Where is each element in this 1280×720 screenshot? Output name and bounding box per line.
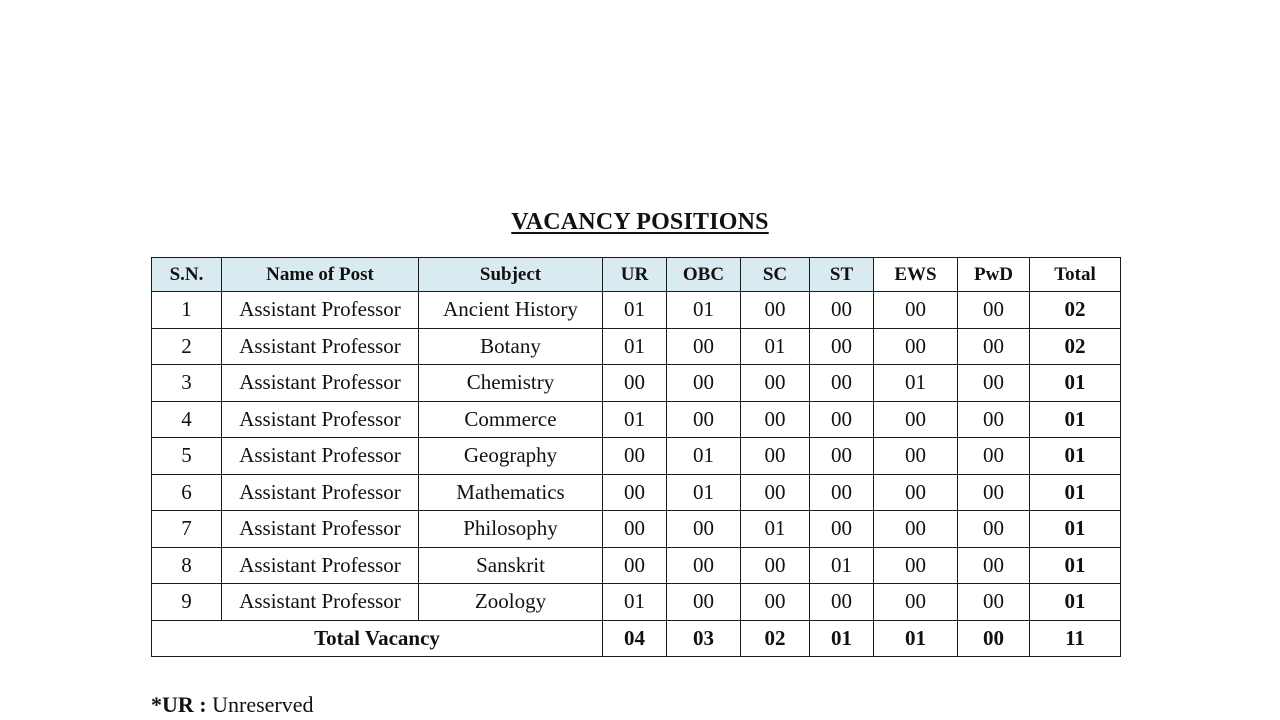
table-row (152, 584, 1121, 621)
table-cell: 00 (810, 511, 874, 548)
table-cell: 01 (667, 292, 741, 329)
row-total-cell: 01 (1030, 401, 1121, 438)
table-cell: Zoology (419, 584, 603, 621)
total-cell: 01 (810, 620, 874, 657)
table-row (152, 474, 1121, 511)
table-cell: 00 (667, 365, 741, 402)
table-cell: Chemistry (419, 365, 603, 402)
table-cell: Assistant Professor (222, 328, 419, 365)
table-cell: 00 (810, 292, 874, 329)
table-cell: Geography (419, 438, 603, 475)
column-header: UR (603, 258, 667, 292)
table-cell: 01 (603, 584, 667, 621)
total-cell: 04 (603, 620, 667, 657)
table-cell: 00 (958, 401, 1030, 438)
total-label: Total Vacancy (152, 620, 603, 657)
table-cell: Assistant Professor (222, 401, 419, 438)
table-cell: 00 (958, 438, 1030, 475)
table-row (152, 401, 1121, 438)
table-cell: 00 (667, 547, 741, 584)
column-header: Subject (419, 258, 603, 292)
table-cell: 1 (152, 292, 222, 329)
footnote (151, 692, 314, 718)
table-cell: 00 (958, 547, 1030, 584)
footnote-key: *UR : (151, 692, 207, 717)
table-cell: Assistant Professor (222, 474, 419, 511)
table-cell: 00 (958, 328, 1030, 365)
column-header: Total (1030, 258, 1121, 292)
vacancy-table (151, 257, 1121, 657)
total-row (152, 620, 1121, 657)
table-row (152, 438, 1121, 475)
table-cell: 3 (152, 365, 222, 402)
table-cell: 01 (667, 438, 741, 475)
table-cell: 00 (810, 438, 874, 475)
table-cell: 00 (874, 292, 958, 329)
column-header: ST (810, 258, 874, 292)
total-cell: 00 (958, 620, 1030, 657)
row-total-cell: 01 (1030, 438, 1121, 475)
table-cell: 00 (810, 474, 874, 511)
grand-total-cell: 11 (1030, 620, 1121, 657)
column-header: SC (741, 258, 810, 292)
table-cell: 00 (810, 328, 874, 365)
table-cell: 4 (152, 401, 222, 438)
table-cell: 00 (874, 547, 958, 584)
table-cell: 00 (741, 438, 810, 475)
table-row (152, 511, 1121, 548)
table-cell: 7 (152, 511, 222, 548)
table-cell: 2 (152, 328, 222, 365)
table-cell: Philosophy (419, 511, 603, 548)
table-cell: 00 (741, 584, 810, 621)
table-cell: 00 (810, 584, 874, 621)
table-cell: 01 (874, 365, 958, 402)
table-cell: 5 (152, 438, 222, 475)
page-title: VACANCY POSITIONS (511, 209, 769, 235)
row-total-cell: 02 (1030, 328, 1121, 365)
table-cell: 00 (603, 511, 667, 548)
table-cell: 01 (741, 328, 810, 365)
table-cell: 00 (874, 328, 958, 365)
table-cell: 00 (667, 584, 741, 621)
table-cell: 01 (741, 511, 810, 548)
row-total-cell: 01 (1030, 547, 1121, 584)
table-cell: 01 (603, 292, 667, 329)
table-cell: 00 (741, 547, 810, 584)
table-cell: 00 (603, 547, 667, 584)
table-cell: 00 (958, 474, 1030, 511)
row-total-cell: 01 (1030, 365, 1121, 402)
column-header: Name of Post (222, 258, 419, 292)
table-cell: 00 (603, 365, 667, 402)
table-cell: Assistant Professor (222, 365, 419, 402)
table-cell: 01 (603, 328, 667, 365)
table-cell: 00 (741, 401, 810, 438)
table-cell: 00 (741, 474, 810, 511)
table-cell: 00 (741, 365, 810, 402)
table-cell: 00 (874, 438, 958, 475)
total-cell: 02 (741, 620, 810, 657)
table-cell: 00 (667, 328, 741, 365)
table-cell: 01 (810, 547, 874, 584)
table-row (152, 365, 1121, 402)
table-cell: 00 (603, 474, 667, 511)
table-cell: 8 (152, 547, 222, 584)
table-cell: 00 (958, 365, 1030, 402)
table-cell: Assistant Professor (222, 584, 419, 621)
table-cell: 00 (810, 401, 874, 438)
table-cell: 00 (958, 584, 1030, 621)
table-cell: 00 (874, 584, 958, 621)
column-header: EWS (874, 258, 958, 292)
table-header-row (152, 258, 1121, 292)
table-row (152, 328, 1121, 365)
table-cell: 9 (152, 584, 222, 621)
table-cell: 00 (958, 511, 1030, 548)
table-cell: Assistant Professor (222, 438, 419, 475)
table-cell: Botany (419, 328, 603, 365)
footnote-text: Unreserved (206, 692, 314, 717)
table-cell: 01 (603, 401, 667, 438)
row-total-cell: 01 (1030, 584, 1121, 621)
table-cell: Assistant Professor (222, 547, 419, 584)
table-cell: Mathematics (419, 474, 603, 511)
table-cell: 00 (874, 401, 958, 438)
table-cell: 00 (603, 438, 667, 475)
table-cell: 00 (874, 511, 958, 548)
table-cell: Ancient History (419, 292, 603, 329)
column-header: OBC (667, 258, 741, 292)
total-cell: 01 (874, 620, 958, 657)
total-cell: 03 (667, 620, 741, 657)
table-cell: 00 (874, 474, 958, 511)
table-cell: 00 (810, 365, 874, 402)
table-cell: Assistant Professor (222, 511, 419, 548)
table-cell: 6 (152, 474, 222, 511)
row-total-cell: 02 (1030, 292, 1121, 329)
row-total-cell: 01 (1030, 474, 1121, 511)
table-cell: 00 (741, 292, 810, 329)
table-row (152, 292, 1121, 329)
column-header: S.N. (152, 258, 222, 292)
table-cell: 00 (667, 511, 741, 548)
table-cell: 00 (958, 292, 1030, 329)
column-header: PwD (958, 258, 1030, 292)
table-cell: 00 (667, 401, 741, 438)
row-total-cell: 01 (1030, 511, 1121, 548)
table-row (152, 547, 1121, 584)
table-cell: Assistant Professor (222, 292, 419, 329)
table-cell: Sanskrit (419, 547, 603, 584)
table-cell: Commerce (419, 401, 603, 438)
table-cell: 01 (667, 474, 741, 511)
